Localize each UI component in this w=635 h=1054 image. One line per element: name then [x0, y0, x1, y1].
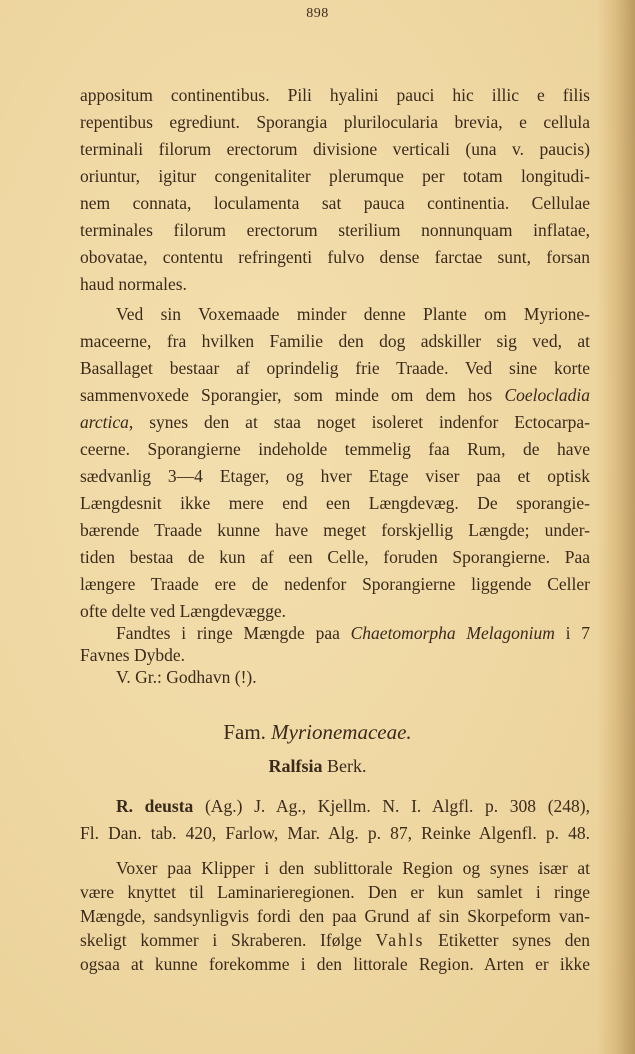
text-line: oriuntur, igitur congenitaliter plerumque per totam longitudi-: [80, 166, 590, 186]
text-line: [80, 928, 590, 952]
text-line: ofte delte ved Længdevægge.: [80, 601, 287, 621]
text-line: terminali filorum erectorum divisione verticali (una v. paucis): [80, 139, 590, 159]
text-line: [80, 383, 590, 407]
text-line: længere Traade ere de nedenfor Sporangierne liggende Celler: [80, 574, 590, 594]
text-span: i 7: [554, 623, 590, 643]
text-line: Basallaget bestaar af oprindelig frie Traade. Ved sine korte: [80, 358, 590, 378]
genus-author: Berk.: [327, 756, 367, 776]
text-line: Ved sin Voxemaade minder denne Plante om Myrione-: [116, 304, 590, 324]
family-heading: [0, 720, 635, 745]
text-line: sædvanlig 3—4 Etager, og hver Etage viser paa et optisk: [80, 466, 590, 486]
text-line: repentibus egrediunt. Sporangia plurilocularia brevia, e cellula: [80, 112, 590, 132]
text-line: [80, 410, 590, 434]
text-line: [116, 621, 590, 645]
text-line: Voxer paa Klipper i den sublittorale Region og synes især at: [116, 858, 590, 878]
text-line: appositum continentibus. Pili hyalini pauci hic illic e filis: [80, 85, 590, 105]
text-span: Fandtes i ringe Mængde paa: [116, 623, 351, 643]
text-span: , synes den at staa noget isoleret indenfor Ectocarpa-: [128, 412, 590, 432]
text-span: sammenvoxede Sporangier, som minde om dem hos: [80, 385, 505, 405]
family-name: Myrionemaceae.: [271, 720, 412, 744]
text-line: Favnes Dybde.: [80, 645, 185, 665]
text-line: ceerne. Sporangierne indeholde temmelig faa Rum, de have: [80, 439, 590, 459]
text-line: tiden bestaa de kun af een Celle, foruden Sporangierne. Paa: [80, 547, 590, 567]
text-line: bærende Traade kunne have meget forskjellig Længde; under-: [80, 520, 590, 540]
text-line: haud normales.: [80, 274, 187, 294]
italic-taxon: Coelocladia: [504, 385, 590, 405]
italic-taxon: arctica: [80, 412, 129, 432]
species-citation-line: Fl. Dan. tab. 420, Farlow, Mar. Alg. p. 87, Reinke Algenfl. p. 48.: [80, 823, 590, 843]
citation-text: (Ag.) J. Ag., Kjellm. N. I. Algfl. p. 308 (248),: [204, 796, 590, 816]
family-prefix: Fam.: [223, 720, 266, 744]
genus-heading: [0, 756, 635, 777]
text-span: skeligt kommer i Skraberen. Ifølge: [80, 930, 376, 950]
text-line: være knyttet til Laminarieregionen. Den er kun samlet i ringe: [80, 882, 590, 902]
species-name: R. deusta: [116, 796, 194, 816]
text-line: terminales filorum erectorum sterilium nonnunquam inflatae,: [80, 220, 590, 240]
text-line: Mængde, sandsynligvis fordi den paa Grund af sin Skorpeform van-: [80, 906, 590, 926]
text-line: obovatae, contentu refringenti fulvo dense farctae sunt, forsan: [80, 247, 590, 267]
text-line: nem connata, loculamenta sat pauca continentia. Cellulae: [80, 193, 590, 213]
text-line: ogsaa at kunne forekomme i den littorale Region. Arten er ikke: [80, 954, 590, 974]
text-line: Længdesnit ikke mere end een Længdevæg. De sporangie-: [80, 493, 590, 513]
species-citation-line: [116, 794, 590, 818]
page-number: 898: [306, 6, 329, 21]
text-line: maceerne, fra hvilken Familie den dog adskiller sig ved, at: [80, 331, 590, 351]
text-line: V. Gr.: Godhavn (!).: [116, 667, 257, 687]
genus-name: Ralfsia: [268, 756, 323, 776]
text-span: Etiketter synes den: [424, 930, 590, 950]
italic-taxon: Chaetomorpha Melagonium: [350, 623, 555, 643]
spaced-name: Vahls: [375, 930, 425, 950]
